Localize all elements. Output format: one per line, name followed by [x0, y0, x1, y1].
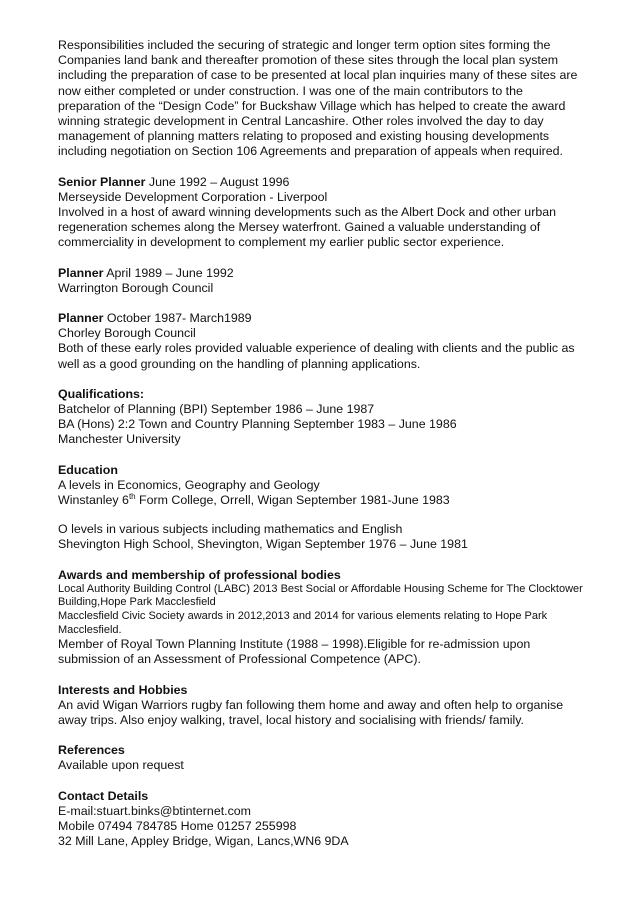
ordinal-suffix: th: [128, 491, 136, 501]
job-description: Both of these early roles provided valuable experience of dealing with clients and the public as well as a good grounding on the handling of planning applications.: [58, 341, 575, 371]
job-dates: June 1992 – August 1996: [145, 174, 290, 189]
job-dates: April 1989 – June 1992: [103, 265, 234, 280]
job-title: Planner: [58, 265, 104, 280]
awards-heading: Awards and membership of professional bodies: [58, 567, 341, 582]
contact-email: E-mail:stuart.binks@btinternet.com: [58, 803, 251, 818]
planner-chorley-section: [58, 311, 588, 372]
education-line: O levels in various subjects including mathematics and English: [58, 522, 403, 537]
education-heading: Education: [58, 462, 118, 477]
interests-heading: Interests and Hobbies: [58, 682, 188, 697]
job-description: Involved in a host of award winning developments such as the Albert Dock and other urban regeneration schemes along the Mersey waterfront. Gained a valuable understanding of commerciality in development to complement my earlier public sector experience.: [58, 205, 556, 250]
planner-warrington-section: [58, 266, 588, 296]
contact-section: [58, 789, 588, 850]
interests-section: [58, 683, 588, 729]
responsibilities-section: [58, 38, 588, 160]
qualifications-heading: Qualifications:: [58, 386, 145, 401]
senior-planner-section: [58, 175, 588, 251]
awards-section: [58, 568, 588, 668]
job-dates: October 1987- March1989: [103, 311, 252, 326]
planner-heading: [58, 266, 588, 281]
references-section: [58, 743, 588, 773]
qualification-line: Manchester University: [58, 432, 181, 447]
references-heading: References: [58, 743, 125, 758]
membership-line: Member of Royal Town Planning Institute (1988 – 1998).Eligible for re-admission upon submission of an Assessment of Professional Competence (APC).: [58, 637, 531, 667]
qualification-line: Batchelor of Planning (BPI) September 1986 – June 1987: [58, 402, 375, 417]
education-section: [58, 463, 588, 553]
award-line: Local Authority Building Control (LABC) 2013 Best Social or Affordable Housing Scheme for The Clocktower Building,Hope Park Macclesfield: [58, 582, 583, 609]
references-text: Available upon request: [58, 758, 184, 773]
job-title: Senior Planner: [58, 174, 146, 189]
education-line: [58, 493, 588, 508]
job-organisation: Warrington Borough Council: [58, 280, 214, 295]
planner-heading: [58, 311, 588, 326]
interests-text: An avid Wigan Warriors rugby fan following them home and away and often help to organise away trips. Also enjoy walking, travel, local history and socialising with friends/ family.: [58, 697, 564, 728]
contact-heading: Contact Details: [58, 788, 149, 803]
education-text: Form College, Orrell, Wigan September 1981-June 1983: [135, 493, 450, 508]
job-organisation: Merseyside Development Corporation - Liverpool: [58, 189, 328, 204]
job-title: Planner: [58, 311, 104, 326]
contact-phone: Mobile 07494 784785 Home 01257 255998: [58, 819, 297, 834]
qualifications-section: [58, 387, 588, 448]
contact-address: 32 Mill Lane, Appley Bridge, Wigan, Lancs,WN6 9DA: [58, 834, 349, 849]
job-organisation: Chorley Borough Council: [58, 326, 196, 341]
qualification-line: BA (Hons) 2:2 Town and Country Planning September 1983 – June 1986: [58, 417, 457, 432]
spacer: [58, 508, 588, 522]
education-line: A levels in Economics, Geography and Geology: [58, 477, 320, 492]
education-text: Winstanley 6: [58, 493, 129, 508]
award-line: Macclesfield Civic Society awards in 2012,2013 and 2014 for various elements relating to Hope Park Macclesfield.: [58, 610, 548, 636]
senior-planner-heading: [58, 175, 588, 190]
responsibilities-text: Responsibilities included the securing of strategic and longer term option sites forming the Companies land bank and thereafter promotion of these sites through the local plan system including the preparation of case to be presented at local plan inquiries many of these sites are now either completed or under construction. I was one of the main contributors to the preparation of the “Design Code” for Buckshaw Village which has helped to create the award winning strategic development in Central Lancashire. Other roles involved the day to day management of planning matters relating to proposed and existing housing developments including negotiation on Section 106 Agreements and preparation of appeals when required.: [58, 38, 578, 159]
education-line: Shevington High School, Shevington, Wigan September 1976 – June 1981: [58, 537, 468, 552]
